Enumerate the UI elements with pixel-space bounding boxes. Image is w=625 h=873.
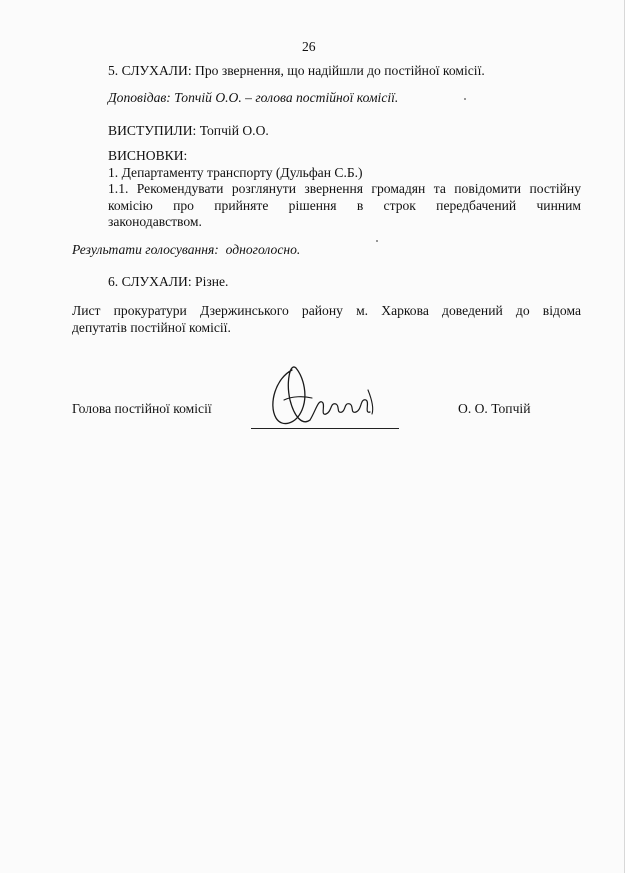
conclusions-line-2: 1.1. Рекомендувати розглянути звернення громадян та повідомити постійну — [108, 181, 581, 196]
voting-label: Результати голосування: — [72, 242, 219, 257]
item6-text-line-1: Лист прокуратури Дзержинського району м. Харкова доведений до відома — [72, 303, 581, 318]
item6-heading: 6. СЛУХАЛИ: Різне. — [108, 274, 229, 289]
item5-reporter: Доповідав: Топчій О.О. – голова постійної комісії. — [108, 90, 399, 105]
scan-speck — [376, 240, 378, 242]
signature-title: Голова постійної комісії — [72, 401, 212, 416]
signature-name: О. О. Топчій — [458, 401, 531, 416]
item6-text-line-2: депутатів постійної комісії. — [72, 320, 231, 335]
conclusions-heading: ВИСНОВКИ: — [108, 148, 188, 163]
signature-line — [251, 428, 399, 429]
item5-heading: 5. СЛУХАЛИ: Про звернення, що надійшли до постійної комісії. — [108, 63, 485, 78]
speakers-line: ВИСТУПИЛИ: Топчій О.О. — [108, 123, 269, 138]
conclusions-line-1: 1. Департаменту транспорту (Дульфан С.Б.) — [108, 165, 363, 180]
conclusions-line-4: законодавством. — [108, 214, 202, 229]
conclusions-line-3: комісію про прийняте рішення в строк передбачений чинним — [108, 198, 581, 213]
voting-result: одноголосно. — [225, 242, 301, 257]
scan-speck — [464, 98, 466, 100]
voting-line — [72, 241, 300, 258]
page-number: 26 — [302, 39, 316, 54]
